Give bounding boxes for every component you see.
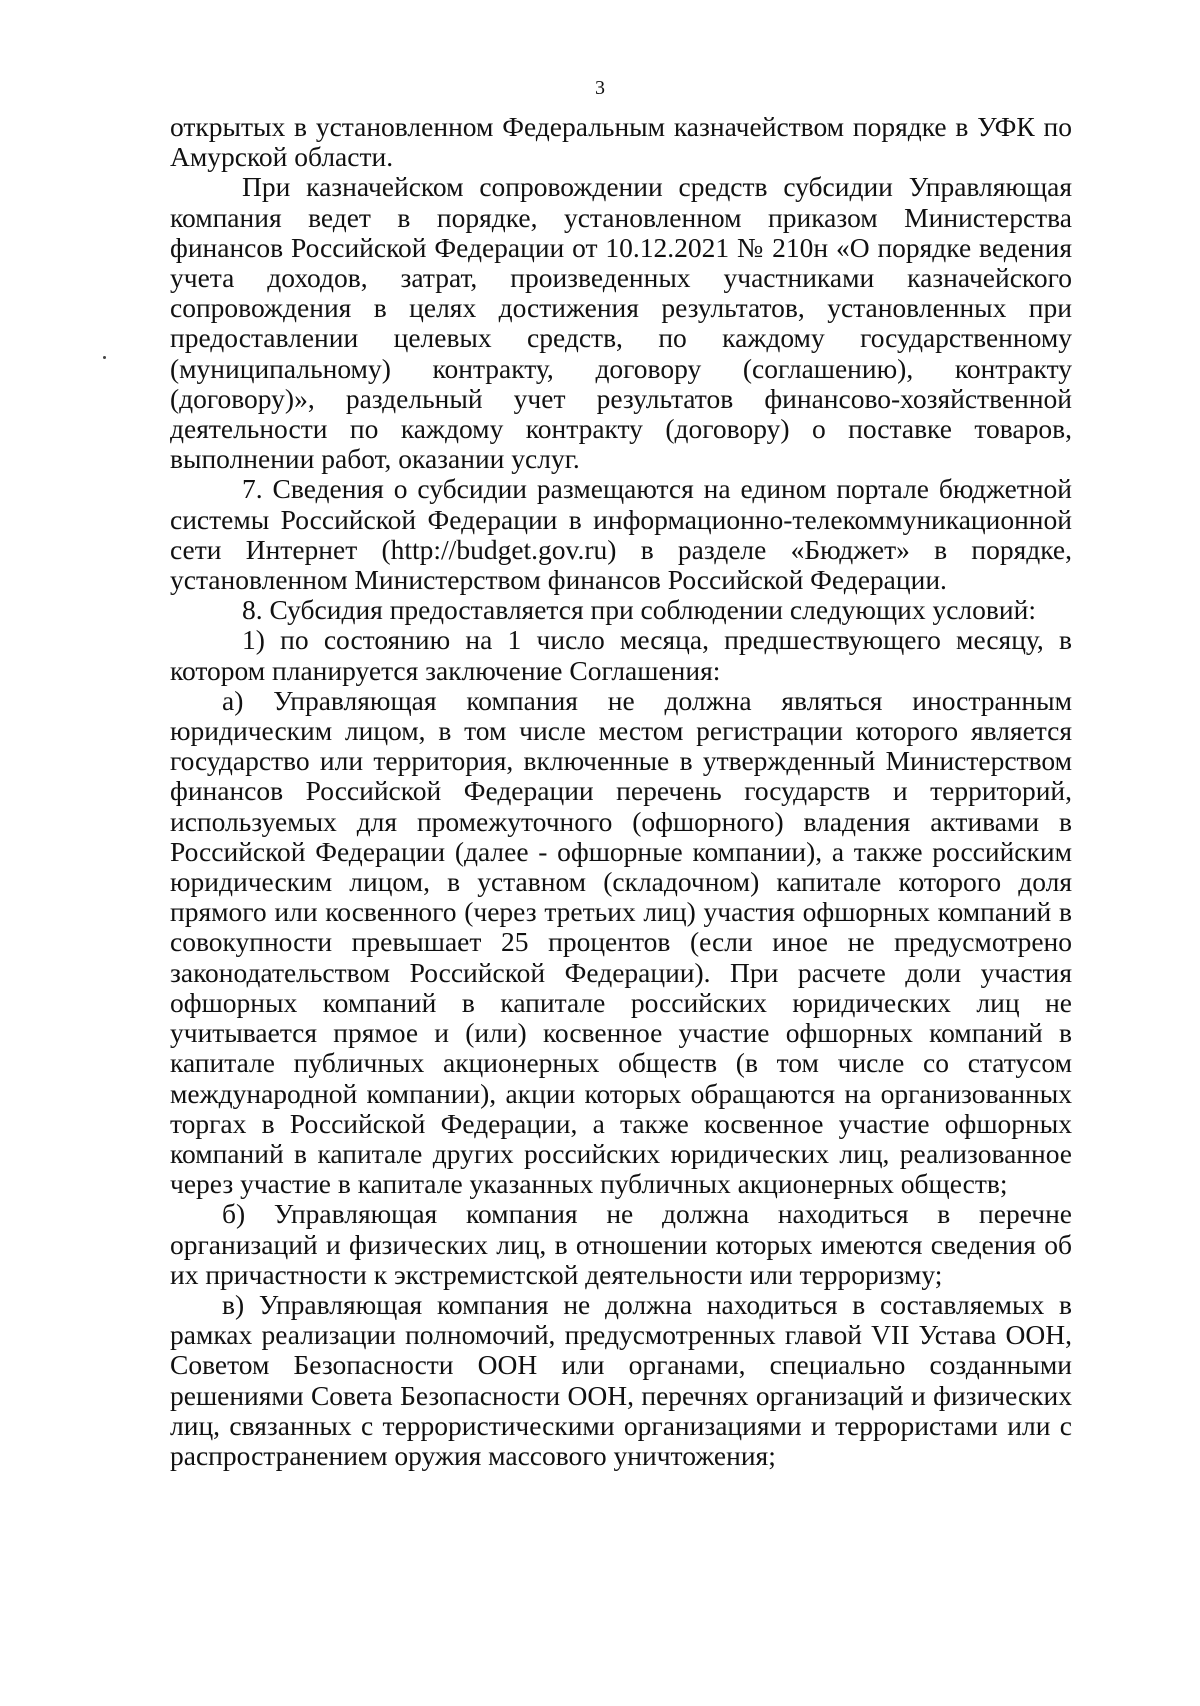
paragraph-subitem-a: а) Управляющая компания не должна являться иностранным юридическим лицом, в том числе местом регистрации которого является государство или территория, включенные в утвержденный Министерством финансов Российской Федерации перечень государств и территорий, используемых для промежуточного (офшорного) владения активами в Российской Федерации (далее - офшорные компании), а также российским юридическим лицом, в уставном (складочном) капитале которого доля прямого или косвенного (через третьих лиц) участия офшорных компаний в совокупности превышает 25 процентов (если иное не предусмотрено законодательством Российской Федерации). При расчете доли участия офшорных компаний в капитале российских юридических лиц не учитывается прямое и (или) косвенное участие офшорных компаний в капитале публичных акционерных обществ (в том числе со статусом международной компании), акции которых обращаются на организованных торгах в Российской Федерации, а также косвенное участие офшорных компаний в капитале других российских юридических лиц, реализованное через участие в капитале указанных публичных акционерных обществ; xyxy=(170,684,1072,1200)
paragraph-treasury-support: При казначейском сопровождении средств субсидии Управляющая компания ведет в порядке, установленном приказом Министерства финансов Российской Федерации от 10.12.2021 № 210н «О порядке ведения учета доходов, затрат, произведенных участниками казначейского сопровождения в целях достижения результатов, установленных при предоставлении целевых средств, по каждому государственному (муниципальному) контракту, договору (соглашению), контракту (договору)», раздельный учет результатов финансово-хозяйственной деятельности по каждому контракту (договору) о поставке товаров, выполнении работ, оказании услуг. xyxy=(170,171,1072,475)
document-body xyxy=(170,112,1072,1471)
paragraph-subitem-b: б) Управляющая компания не должна находиться в перечне организаций и физических лиц, в отношении которых имеются сведения об их причастности к экстремистской деятельности или терроризму; xyxy=(170,1198,1072,1290)
paragraph-subitem-v: в) Управляющая компания не должна находиться в составляемых в рамках реализации полномочий, предусмотренных главой VII Устава ООН, Советом Безопасности ООН или органами, специально созданными решениями Совета Безопасности ООН, перечнях организаций и физических лиц, связанных с террористическими организациями и террористами или с распространением оружия массового уничтожения; xyxy=(170,1288,1072,1471)
paragraph-subitem-1: 1) по состоянию на 1 число месяца, предшествующего месяцу, в котором планируется заключение Соглашения: xyxy=(170,624,1072,686)
paragraph-item-8: 8. Субсидия предоставляется при соблюдении следующих условий: xyxy=(242,594,1036,626)
paragraph-item-7: 7. Сведения о субсидии размещаются на едином портале бюджетной системы Российской Федерации в информационно-телекоммуникационной сети Интернет (http://budget.gov.ru) в разделе «Бюджет» в порядке, установленном Министерством финансов Российской Федерации. xyxy=(170,473,1072,596)
page-number: 3 xyxy=(595,77,605,99)
scan-artifact-dot xyxy=(103,356,106,359)
paragraph-continuation: открытых в установленном Федеральным казначейством порядке в УФК по Амурской области. xyxy=(170,111,1072,173)
